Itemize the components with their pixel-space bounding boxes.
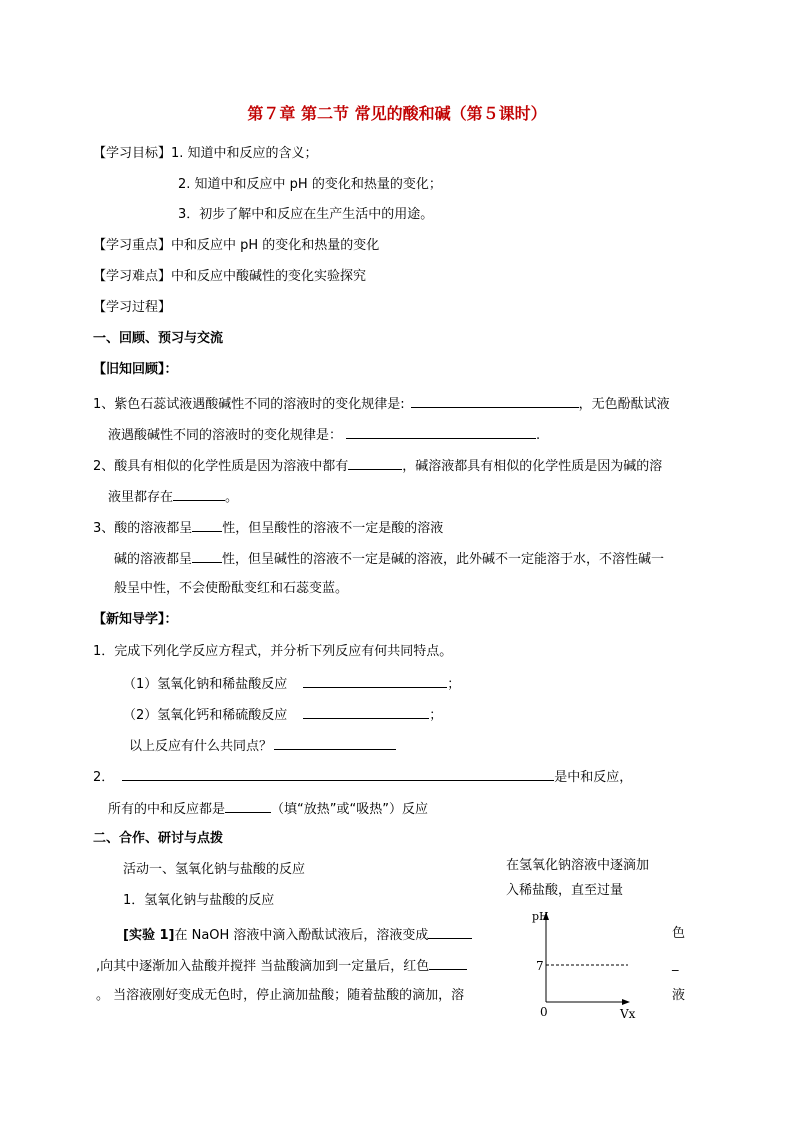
- key-point: [93, 238, 379, 254]
- review-q3-line1: [93, 519, 443, 537]
- side-text-liquid: 液: [672, 988, 686, 1003]
- goal-1: 1. 知道中和反应的含义；: [171, 146, 318, 161]
- reaction-1: [123, 675, 460, 693]
- x-axis-arrow: [622, 999, 630, 1005]
- blank-acid-property[interactable]: [192, 519, 222, 532]
- graph-caption-line-1: 在氢氧化钠溶液中逐滴加: [506, 858, 650, 873]
- x-axis-label: Vx: [620, 1007, 636, 1021]
- review-q3-line3: 般呈中性，不会使酚酞变红和石蕊变蓝。: [114, 581, 349, 596]
- common-question-text: 以上反应有什么共同点？: [129, 739, 273, 754]
- review-q1-line2: [108, 426, 540, 444]
- blank-reaction-2[interactable]: [303, 706, 429, 719]
- reaction-2-semicolon: ；: [429, 708, 443, 723]
- section-2-heading: 二、合作、研讨与点拨: [93, 831, 224, 846]
- experiment-line-1: [123, 926, 472, 944]
- difficult-point-text: 中和反应中酸碱性的变化实验探究: [171, 269, 367, 284]
- new-q2-text-c: 所有的中和反应都是: [108, 802, 226, 817]
- experiment-label: [实验 1]: [123, 928, 175, 943]
- graph-caption-line-2: 入稀盐酸，直至过量: [506, 883, 624, 898]
- review-label: 【旧知回顾】：: [93, 362, 178, 377]
- review-q3-text-b: 性，但呈酸性的溶液不一定是酸的溶液: [222, 521, 444, 536]
- review-q3-text-a: 3、酸的溶液都呈: [93, 521, 193, 536]
- blank-common[interactable]: [274, 737, 396, 750]
- review-q2-line1: [93, 457, 662, 475]
- review-q1-text-d: .: [536, 428, 541, 443]
- section-1-heading: 一、回顾、预习与交流: [93, 331, 224, 346]
- review-q1-text-a: 1、紫色石蕊试液遇酸碱性不同的溶液时的变化规律是:: [93, 397, 405, 412]
- blank-phenolphthalein-rule[interactable]: [346, 426, 536, 439]
- review-q1-line1: [93, 395, 670, 413]
- goals-label: 【学习目标】: [93, 146, 172, 161]
- experiment-line-1-text: 在 NaOH 溶液中滴入酚酞试液后，溶液变成: [174, 928, 429, 943]
- key-point-label: 【学习重点】: [93, 238, 172, 253]
- y-axis-label: pH: [532, 910, 549, 923]
- experiment-line-2-text: ,向其中逐渐加入盐酸并搅拌 当盐酸滴加到一定量后，红色: [96, 959, 430, 974]
- blank-heat[interactable]: [225, 800, 271, 813]
- reaction-1-text: （1）氢氧化钠和稀盐酸反应: [123, 677, 288, 692]
- blank-acid-ion[interactable]: [348, 457, 402, 470]
- new-q2-text-a: 2．: [93, 770, 115, 785]
- new-q2-text-b: 是中和反应，: [554, 770, 633, 785]
- blank-solution-color[interactable]: [428, 926, 472, 939]
- activity-subtitle: 1．氢氧化钠与盐酸的反应: [123, 893, 275, 908]
- new-q2-line1: [93, 768, 632, 786]
- review-q3-text-d: 性，但呈碱性的溶液不一定是碱的溶液，此外碱不一定能溶于水，不溶性碱一: [222, 552, 665, 567]
- review-q2-line2: [108, 488, 238, 506]
- review-q1-text-c: 液遇酸碱性不同的溶液时的变化规律是：: [108, 428, 343, 443]
- side-text-blank: _: [672, 957, 679, 972]
- review-q2-text-c: 液里都存在: [108, 490, 174, 505]
- goal-3: 3．初步了解中和反应在生产生活中的用途。: [178, 207, 434, 222]
- review-q2-text-d: 。: [225, 490, 239, 505]
- common-question: [129, 737, 396, 755]
- side-text-color: 色: [672, 926, 686, 941]
- reaction-2: [123, 706, 442, 724]
- goals-row-1: [93, 146, 318, 162]
- blank-base-property[interactable]: [192, 550, 222, 563]
- review-q2-text-a: 2、酸具有相似的化学性质是因为溶液中都有: [93, 459, 349, 474]
- new-q2-line2: [108, 800, 428, 818]
- experiment-line-3: 。 当溶液刚好变成无色时，停止滴加盐酸；随着盐酸的滴加，溶: [96, 988, 465, 1003]
- reaction-2-text: （2）氢氧化钙和稀硫酸反应: [123, 708, 288, 723]
- difficult-point: [93, 269, 366, 285]
- review-q1-text-b: ，无色酚酞试液: [578, 397, 670, 412]
- difficult-point-label: 【学习难点】: [93, 269, 172, 284]
- review-q3-text-c: 碱的溶液都呈: [114, 552, 193, 567]
- experiment-line-2: [96, 957, 467, 975]
- review-q3-line2: [114, 550, 664, 568]
- goal-2: 2. 知道中和反应中 pH 的变化和热量的变化；: [178, 177, 442, 192]
- page-title: 第７章 第二节 常见的酸和碱（第５课时）: [247, 104, 547, 123]
- process-label: 【学习过程】: [93, 300, 172, 315]
- new-label: 【新知导学】：: [93, 612, 178, 627]
- blank-litmus-rule[interactable]: [411, 395, 579, 408]
- ph-graph: [520, 898, 650, 1026]
- key-point-text: 中和反应中 pH 的变化和热量的变化: [171, 238, 380, 253]
- blank-neutralization-definition[interactable]: [122, 768, 554, 781]
- activity-title: 活动一、氢氧化钠与盐酸的反应: [123, 862, 306, 877]
- blank-base-ion[interactable]: [173, 488, 225, 501]
- new-q1: 1．完成下列化学反应方程式，并分析下列反应有何共同特点。: [93, 644, 453, 659]
- new-q2-text-d: （填“放热”或“吸热”）反应: [271, 802, 428, 817]
- reaction-1-semicolon: ；: [447, 677, 461, 692]
- blank-red-change[interactable]: [429, 957, 467, 970]
- blank-reaction-1[interactable]: [303, 675, 447, 688]
- origin-label: 0: [540, 1005, 548, 1019]
- review-q2-text-b: ，碱溶液都具有相似的化学性质是因为碱的溶: [402, 459, 663, 474]
- ph-7-label: 7: [536, 959, 544, 973]
